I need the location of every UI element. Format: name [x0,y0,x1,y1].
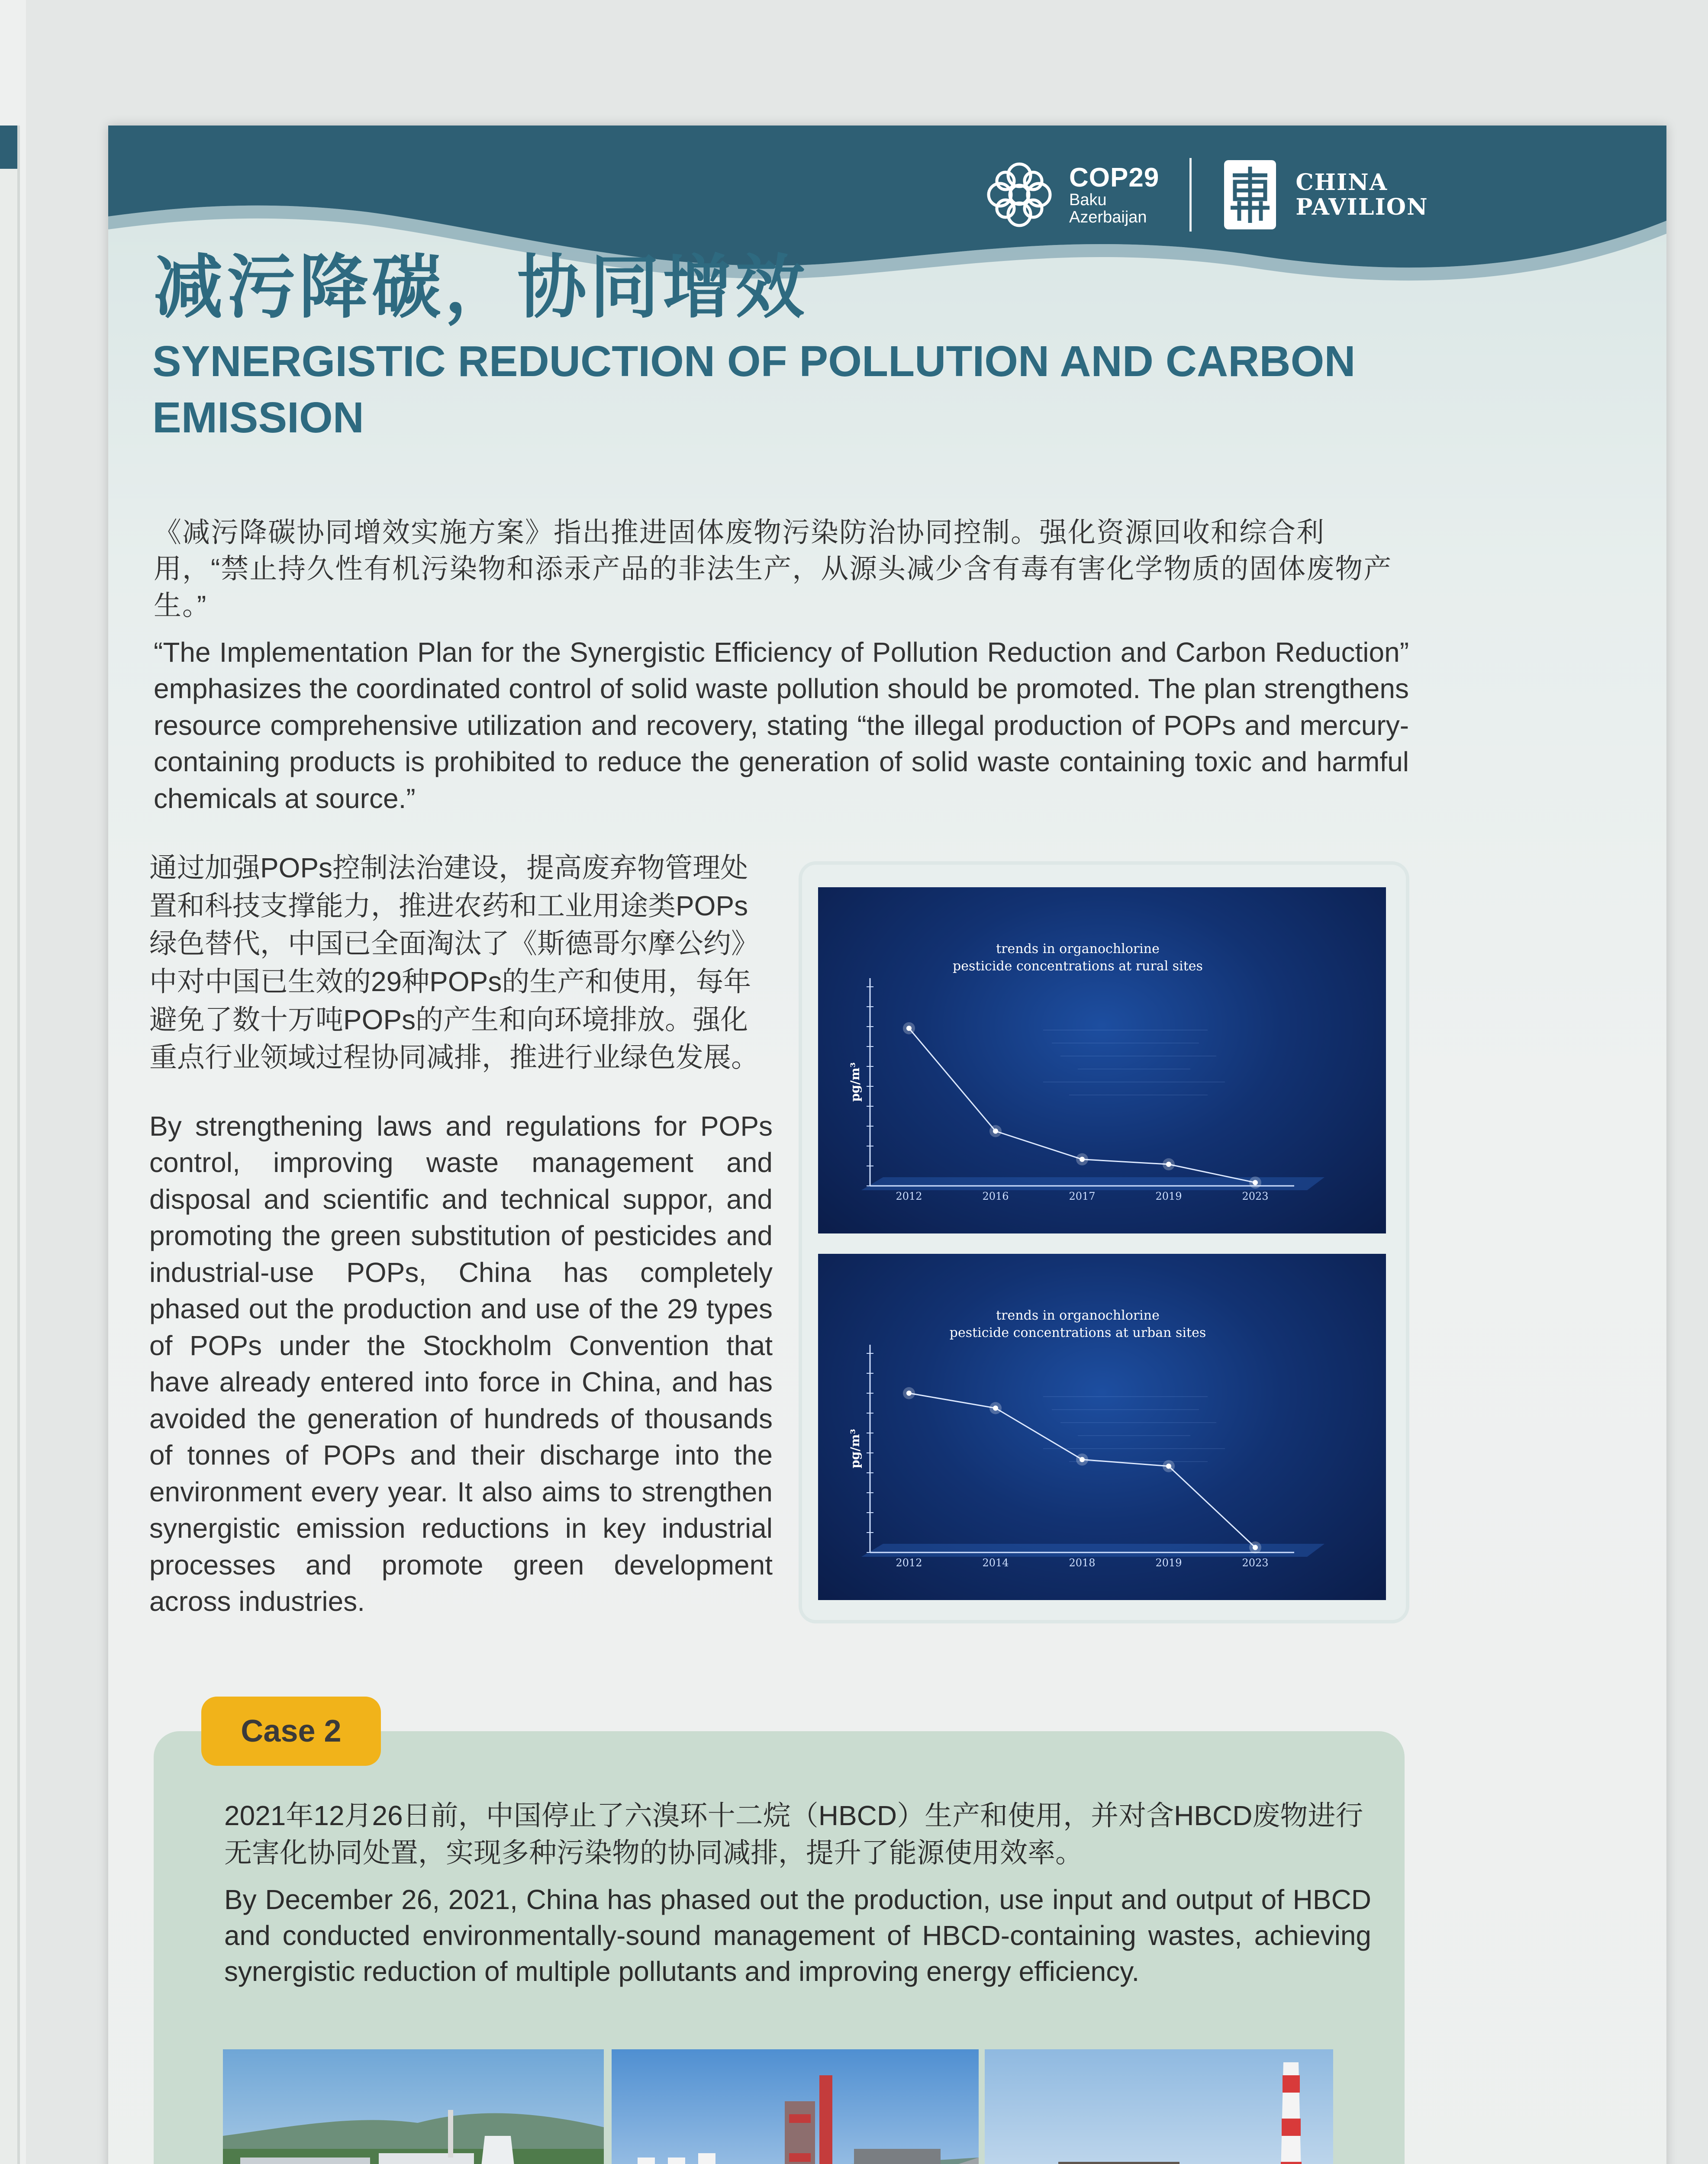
body-paragraph-english: By strengthening laws and regulations for POPs control, improving waste management and disposal and scientific and technical suppor, and promoting the green substitution of pesticides and industrial-use POPs, China has completely phased out the production and use of the 29 types of POPs under the Stockholm Convention that have already entered into force in China, and has avoided the generation of hundreds of thousands of tonnes of POPs and their discharge into the environment every year. It also aims to strengthen synergistic emission reductions in key industrial processes and promote green development across industries. [149,1111,773,1617]
municipal-incineration-photo [223,2049,604,2164]
data-point [1166,1464,1171,1469]
data-point [993,1406,998,1411]
cop29-title: COP29 [1069,162,1160,193]
data-point [1253,1180,1258,1185]
cop29-country: Azerbaijan [1069,208,1147,226]
hazardous-incineration-photo [985,2049,1333,2164]
data-point [906,1026,912,1031]
intro-paragraph-chinese: 《减污降碳协同增效实施方案》指出推进固体废物污染防治协同控制。强化资源回收和综合利用，“禁止持久性有机污染物和添汞产品的非法生产，从源头减少含有毒有害化学物质的固体废物产生。” [154,517,1392,621]
x-tick-label: 2023 [1242,1190,1269,1202]
series-line [909,1393,1255,1548]
case-paragraph-chinese: 2021年12月26日前，中国停止了六溴环十二烷（HBCD）生产和使用，并对含HBCD废物进行无害化协同处置，实现多种污染物的协同减排，提升了能源使用效率。 [224,1800,1363,1869]
urban-chart-svg [818,1254,1386,1600]
china-pavilion-seal-icon [1222,158,1278,232]
logo-divider [1189,158,1192,232]
cop29-text [1069,164,1159,226]
pavilion-line-2: PAVILION [1296,194,1428,220]
rural-trend-chart [818,887,1386,1233]
data-point [1166,1162,1171,1167]
x-tick-label: 2018 [1069,1557,1096,1569]
urban-trend-chart [818,1254,1386,1600]
x-tick-label: 2019 [1155,1557,1182,1569]
x-tick-label: 2023 [1242,1557,1269,1569]
plot-area [861,978,1325,1202]
pavilion-line-1: CHINA [1296,169,1388,196]
chart-title-line-2: pesticide concentrations at urban sites [949,1325,1206,1340]
x-tick-label: 2017 [1069,1190,1096,1202]
cement-kiln-photo [612,2049,979,2164]
data-point [1080,1457,1085,1462]
case-tag: Case 2 [201,1697,381,1766]
x-tick-label: 2016 [982,1190,1009,1202]
chart-title-line-2: pesticide concentrations at rural sites [953,959,1203,974]
body-paragraph-chinese: 通过加强POPs控制法治建设，提高废弃物管理处置和科技支撑能力，推进农药和工业用途类POPs绿色替代，中国已全面淘汰了《斯德哥尔摩公约》中对中国已生效的29种POPs的生产和使用，每年避免了数十万吨POPs的产生和向环境排放。强化重点行业领域过程协同减排，推进行业绿色发展。 [149,852,759,1073]
adjacent-board-header [0,126,17,169]
x-tick-label: 2014 [982,1557,1009,1569]
header-logos [983,151,1428,238]
adjacent-board-edge [0,126,20,2164]
chart-title-line-1: trends in organochlorine [996,941,1160,956]
y-axis-label: pg/m³ [848,1429,862,1468]
plot-area [861,1345,1325,1569]
data-point [906,1391,912,1396]
x-tick-label: 2012 [896,1190,922,1202]
page-title-chinese: 减污降碳，协同增效 [154,248,809,326]
case-paragraph-english: By December 26, 2021, China has phased out the production, use input and output of HBCD and conducted environmentally-sound management of HBCD-containing wastes, achieving synergistic reduction of multiple pollutants and improving energy efficiency. [224,1884,1371,1987]
x-tick-label: 2019 [1155,1190,1182,1202]
data-point [1080,1157,1085,1162]
data-point [993,1129,998,1134]
cop29-flower-logo-icon [983,158,1056,232]
data-point [1253,1545,1258,1550]
cop29-city: Baku [1069,190,1107,209]
china-pavilion-text [1296,170,1428,219]
page-title-english: SYNERGISTIC REDUCTION OF POLLUTION AND CARBON EMISSION [152,337,1356,442]
rural-chart-svg [818,887,1386,1233]
x-tick-label: 2012 [896,1557,922,1569]
y-axis-label: pg/m³ [848,1062,862,1102]
chart-title-line-1: trends in organochlorine [996,1308,1160,1323]
intro-paragraph-english: “The Implementation Plan for the Synergistic Efficiency of Pollution Reduction and Carbon Reduction” emphasizes the coordinated control of solid waste pollution should be promoted. The plan strengthens resource comprehensive utilization and recovery, stating “the illegal production of POPs and mercury-containing products is prohibited to reduce the generation of solid waste containing toxic and harmful chemicals at source.” [154,637,1409,814]
